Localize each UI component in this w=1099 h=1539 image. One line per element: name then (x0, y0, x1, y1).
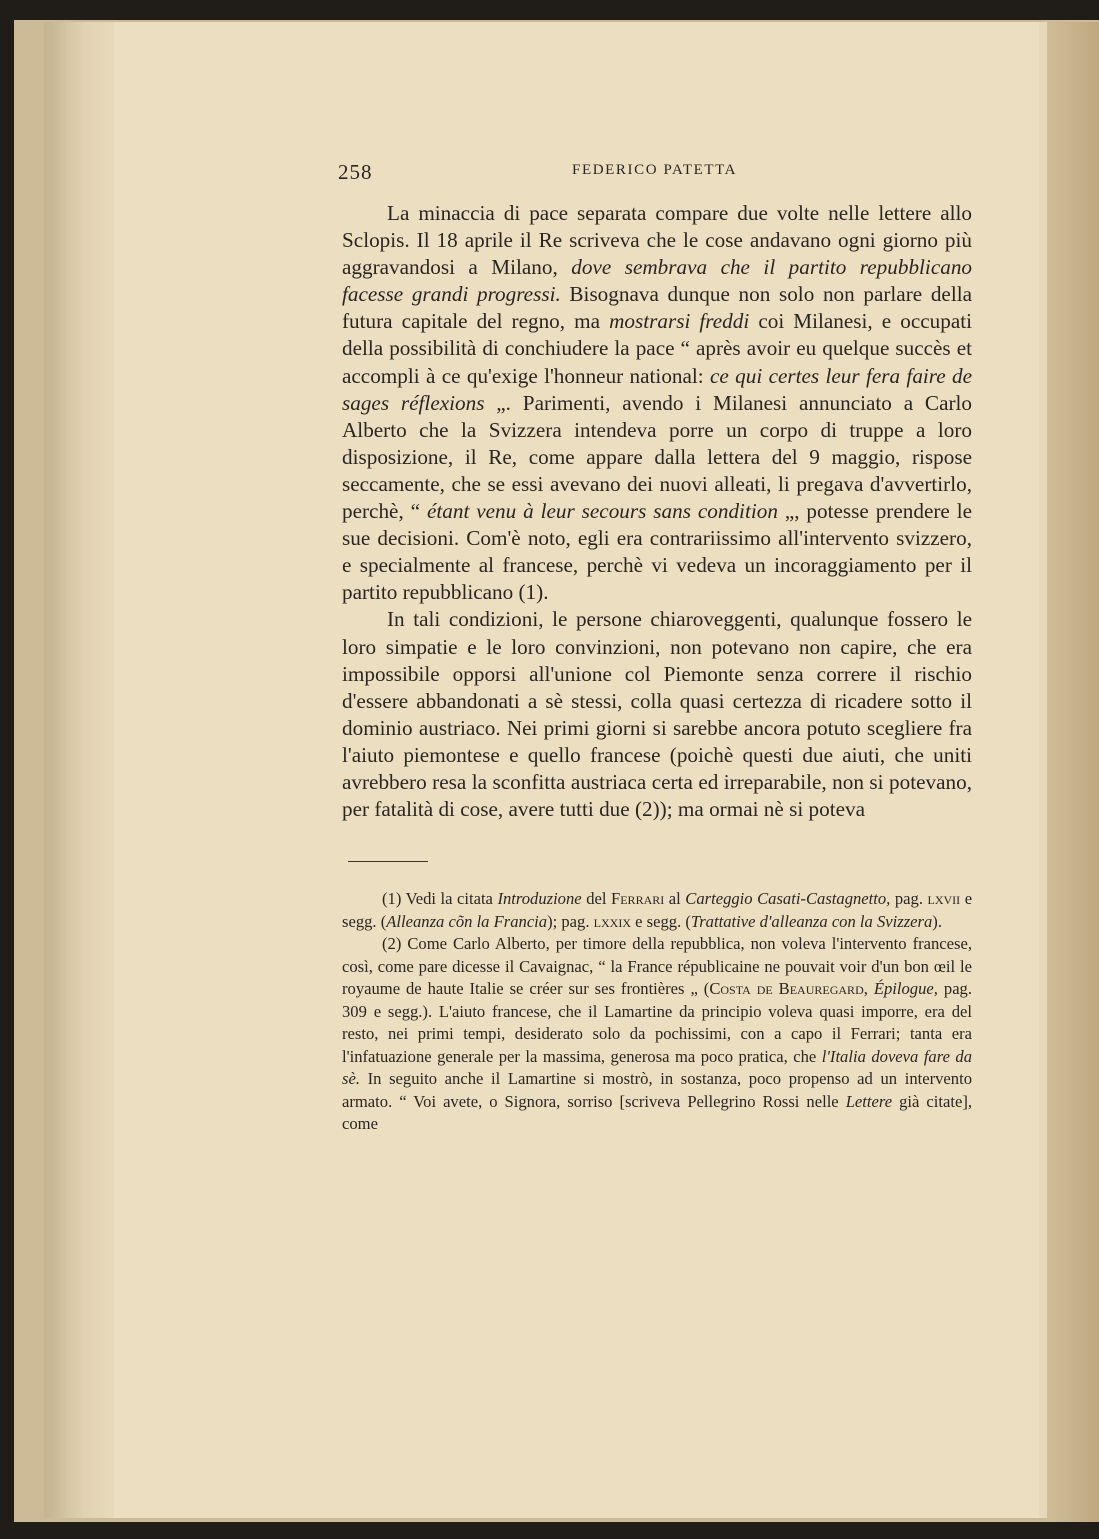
footnote-2 (342, 933, 972, 1136)
footnotes (342, 888, 972, 1136)
body-text (342, 200, 972, 823)
text-run: e segg. ( (635, 911, 691, 931)
italic-run: dove sembrava che il partito repubblicano facesse grandi progressi. (342, 255, 973, 307)
text-run: pag. (894, 889, 923, 909)
italic-run: mostrarsi freddi (609, 309, 750, 334)
text-run: ). (932, 911, 942, 931)
text-run: del (586, 889, 607, 909)
text-run: Bisognava dunque non solo non parlare della futura capitale del regno, ma (342, 282, 972, 334)
footnote-1 (342, 888, 972, 933)
paragraph-2: In tali condizioni, le persone chiaroveggenti, qualunque fossero le loro simpatie e le loro convinzioni, non potevano non capire, che era impossibile opporsi all'unione col Piemonte senza correre il rischio d'essere abbandonati a sè stessi, colla quasi certezza di ricadere sotto il dominio austriaco. Nei primi giorni si sarebbe ancora potuto scegliere fra l'aiuto piemontese e quello francese (poichè questi due aiuti, che uniti avrebbero resa la sconfitta austriaca certa ed irreparabile, non si potevano, per fatalità di cose, avere tutti due (2)); ma ormai nè si poteva (342, 607, 972, 822)
text-run: ); pag. (547, 911, 590, 931)
text-run: (1) Vedi la citata (382, 889, 493, 909)
text-block (338, 160, 973, 1136)
text-run: „, potesse prendere le sue decisioni. Com'è noto, egli era contrariissimo all'intervento svizzero, e specialmente al francese, perchè vi vedeva un incoraggiamento per il partito repubblicano (1). (342, 499, 973, 605)
running-head (338, 160, 972, 190)
italic-run: Lettere (845, 1091, 893, 1111)
smallcaps-run: Ferrari (611, 889, 665, 909)
right-page-edge (1047, 22, 1099, 1522)
running-title: FEDERICO PATETTA (572, 162, 738, 178)
italic-run: Alleanza cõn la Francia (386, 911, 548, 931)
page-number: 258 (338, 160, 373, 184)
text-run: al (668, 889, 681, 909)
text-run: La minaccia di pace separata compare due volte nelle lettere allo Sclopis. Il 18 aprile il Re scriveva che le cose andavano ogni giorno più aggravandosi a Milano, (342, 201, 972, 280)
italic-run: Introduzione (497, 889, 582, 909)
italic-run: Trattative d'alleanza con la Svizzera (690, 911, 933, 931)
smallcaps-run: Costa de Beauregard (709, 979, 864, 999)
text-run: e segg. ( (342, 889, 973, 931)
text-run: già citate], come (342, 1091, 972, 1134)
text-run: „. Parimenti, avendo i Milanesi annunciato a Carlo Alberto che la Svizzera intendeva porre un corpo di truppe a loro disposizione, il Re, come appare dalla lettera del 9 maggio, rispose seccamente, che se essi avevano dei nuovi alleati, li pregava d'avvertirlo, perchè, “ (342, 390, 973, 524)
italic-run: Carteggio Casati-Castagnetto, (685, 889, 891, 909)
text-run: In seguito anche il Lamartine si mostrò, in sostanza, poco propenso ad un intervento armato. “ Voi avete, o Signora, sorriso [scriveva Pellegrino Rossi nelle (342, 1069, 972, 1111)
smallcaps-run: lxvii (927, 889, 961, 909)
paragraph-1 (342, 200, 972, 606)
smallcaps-run: lxxix (593, 911, 631, 931)
text-run: coi Milanesi, e occupati della possibilità di conchiudere la pace “ après avoir eu quelque succès et accompli à ce qu'exige l'honneur national: (342, 309, 973, 388)
italic-run: l'Italia doveva fare da sè. (342, 1046, 972, 1089)
italic-run: Épilogue, (873, 979, 938, 999)
text-run: pag. 309 e segg.). L'aiuto francese, che il Lamartine da principio voleva quasi imporre, era del resto, nei primi tempi, desiderato solo da pochissimi, con a capo il Ferrari; tanta era l'infatuazione generale per la massima, generosa ma poco pratica, che (342, 979, 972, 1066)
footnote-rule (348, 861, 428, 862)
text-run: (2) Come Carlo Alberto, per timore della repubblica, non voleva l'intervento francese, così, come pare dicesse il Cavaignac, “ la France républicaine ne pouvait voir d'un bon œil le royaume de haute Italie se créer sur ses frontières „ ( (342, 934, 972, 999)
italic-run: ce qui certes leur fera faire de sages réflexions (342, 363, 972, 415)
text-run: , (863, 979, 868, 999)
italic-run: étant venu à leur secours sans condition (426, 499, 778, 524)
